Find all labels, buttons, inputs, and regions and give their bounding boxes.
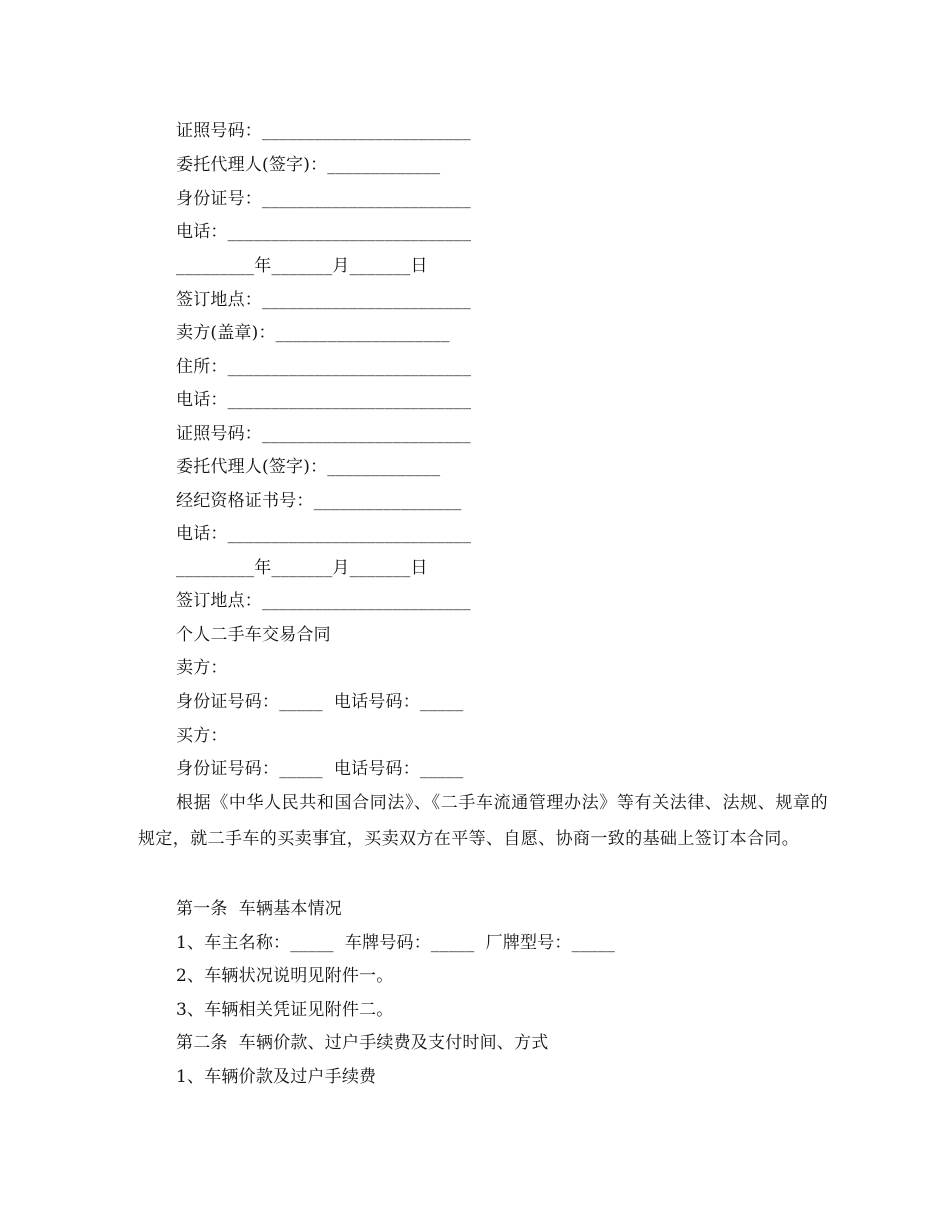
article-two-item-1: 1、车辆价款及过户手续费 — [176, 1067, 377, 1087]
phone-line: 电话：____________________________ — [176, 390, 472, 410]
article-one-item-1: 1、车主名称：_____ 车牌号码：_____ 厂牌型号：_____ — [176, 933, 616, 953]
signing-place-line: 签订地点：________________________ — [176, 290, 471, 310]
article-one-item-2: 2、车辆状况说明见附件一。 — [176, 966, 394, 986]
contract-title: 个人二手车交易合同 — [176, 625, 331, 645]
signing-place-line: 签订地点：________________________ — [176, 591, 471, 611]
seller-seal-line: 卖方(盖章)：____________________ — [176, 323, 450, 343]
license-number-line: 证照号码：________________________ — [176, 424, 471, 444]
date-line: _________年_______月_______日 — [176, 558, 428, 578]
license-number-line: 证照号码：________________________ — [176, 121, 471, 141]
id-number-line: 身份证号：________________________ — [176, 189, 471, 209]
agent-signature-line: 委托代理人(签字)：_____________ — [176, 155, 441, 175]
broker-certificate-line: 经纪资格证书号：_________________ — [176, 491, 462, 511]
agent-signature-line: 委托代理人(签字)：_____________ — [176, 457, 441, 477]
seller-label: 卖方： — [176, 658, 228, 678]
buyer-id-phone-line: 身份证号码：_____ 电话号码：_____ — [176, 759, 464, 779]
intro-paragraph: 根据《中华人民共和国合同法》、《二手车流通管理办法》等有关法律、法规、规章的规定，就二手车的买卖事宜，买卖双方在平等、自愿、协商一致的基础上签订本合同。 — [138, 793, 828, 849]
address-line: 住所：____________________________ — [176, 357, 472, 377]
seller-id-phone-line: 身份证号码：_____ 电话号码：_____ — [176, 692, 464, 712]
phone-line: 电话：____________________________ — [176, 222, 472, 242]
article-one-heading: 第一条 车辆基本情况 — [176, 899, 343, 919]
date-line: _________年_______月_______日 — [176, 256, 428, 276]
article-two-heading: 第二条 车辆价款、过户手续费及支付时间、方式 — [176, 1033, 549, 1053]
phone-line: 电话：____________________________ — [176, 524, 472, 544]
buyer-label: 买方： — [176, 726, 228, 746]
article-one-item-3: 3、车辆相关凭证见附件二。 — [176, 1000, 394, 1020]
